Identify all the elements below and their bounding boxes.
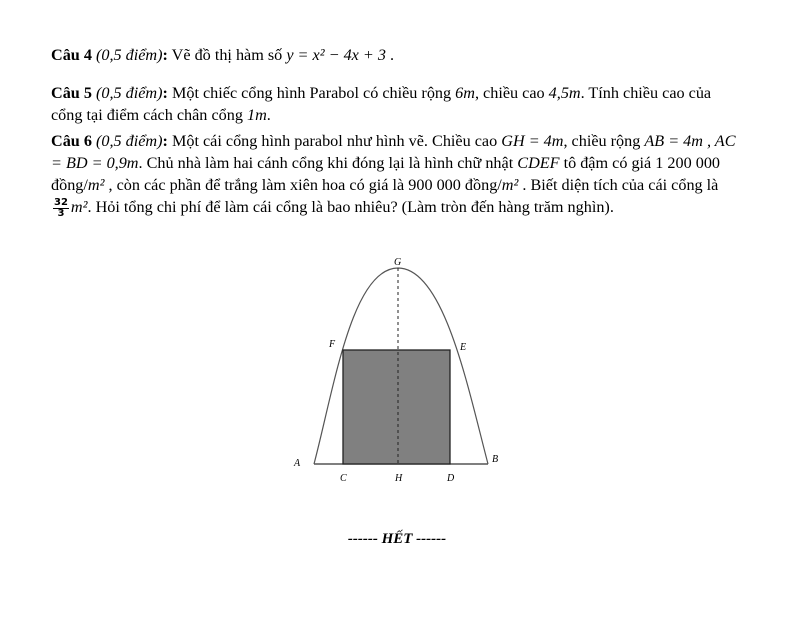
question-6-gh: GH = 4m (501, 132, 564, 150)
label-f: F (329, 339, 336, 350)
question-6-ab: AB = 4m , AC = BD = 0,9m (51, 132, 736, 172)
label-e: E (460, 342, 467, 353)
area-fraction-denominator: 3 (57, 207, 65, 219)
question-5-text-1: Một chiếc cổng hình Parabol có chiều rộng (167, 84, 456, 102)
gate-figure (282, 248, 522, 488)
question-4-end: . (385, 46, 395, 64)
question-6-text-6: . Biết diện tích của cái cổng là (518, 176, 719, 194)
question-6-cdef: CDEF (517, 154, 560, 172)
area-fraction-numerator: 32 (54, 196, 68, 208)
question-6-text-2: , chiều rộng (563, 132, 645, 150)
question-5-colon: : (162, 84, 168, 102)
question-6-area-unit: m² (70, 198, 88, 216)
label-a: A (294, 458, 301, 469)
gate-rectangle-cdef (343, 350, 450, 464)
question-6-colon: : (162, 132, 168, 150)
label-g: G (394, 257, 402, 268)
label-b: B (492, 454, 499, 465)
question-6-text-4: tô đậm có giá 1 200 000 đồng/ (51, 154, 721, 194)
label-h: H (395, 473, 403, 484)
end-mark: ------ HẾT ------ (347, 531, 447, 547)
question-6-text-5: , còn các phần để trắng làm xiên hoa có giá là 900 000 đồng/ (104, 176, 502, 194)
question-4-points: (0,5 điểm) (95, 46, 163, 64)
question-6 (51, 130, 741, 219)
question-6-text-1: Một cái cổng hình parabol như hình vẽ. Chiều cao (167, 132, 502, 150)
question-6-label: Câu 6 (51, 132, 92, 150)
question-5-distance: 1m (246, 106, 267, 124)
question-6-points: (0,5 điểm) (95, 132, 163, 150)
question-4-label: Câu 4 (51, 46, 92, 64)
area-fraction (53, 198, 69, 219)
question-5-text-3: . Tính chiều cao của cổng tại điểm cách chân cổng (51, 84, 712, 124)
question-5-text-4: . (266, 106, 271, 124)
question-4 (51, 44, 741, 66)
question-4-colon: : (162, 46, 168, 64)
label-d: D (447, 473, 455, 484)
question-5-label: Câu 5 (51, 84, 92, 102)
question-6-text-3: . Chủ nhà làm hai cánh cổng khi đóng lại là hình chữ nhật (138, 154, 518, 172)
label-c: C (340, 473, 347, 484)
question-5-text-2: , chiều cao (474, 84, 549, 102)
question-6-unit-1: m² (87, 176, 105, 194)
question-5-height: 4,5m (548, 84, 581, 102)
question-6-text-7: . Hỏi tổng chi phí để làm cái cổng là bao nhiêu? (Làm tròn đến hàng trăm nghìn). (87, 198, 614, 216)
question-5 (51, 82, 741, 126)
question-5-width: 6m (455, 84, 475, 102)
question-5-points: (0,5 điểm) (95, 84, 163, 102)
question-4-text: Vẽ đồ thị hàm số (167, 46, 287, 64)
question-4-formula: y = x² − 4x + 3 (286, 46, 386, 64)
question-6-unit-2: m² (501, 176, 519, 194)
